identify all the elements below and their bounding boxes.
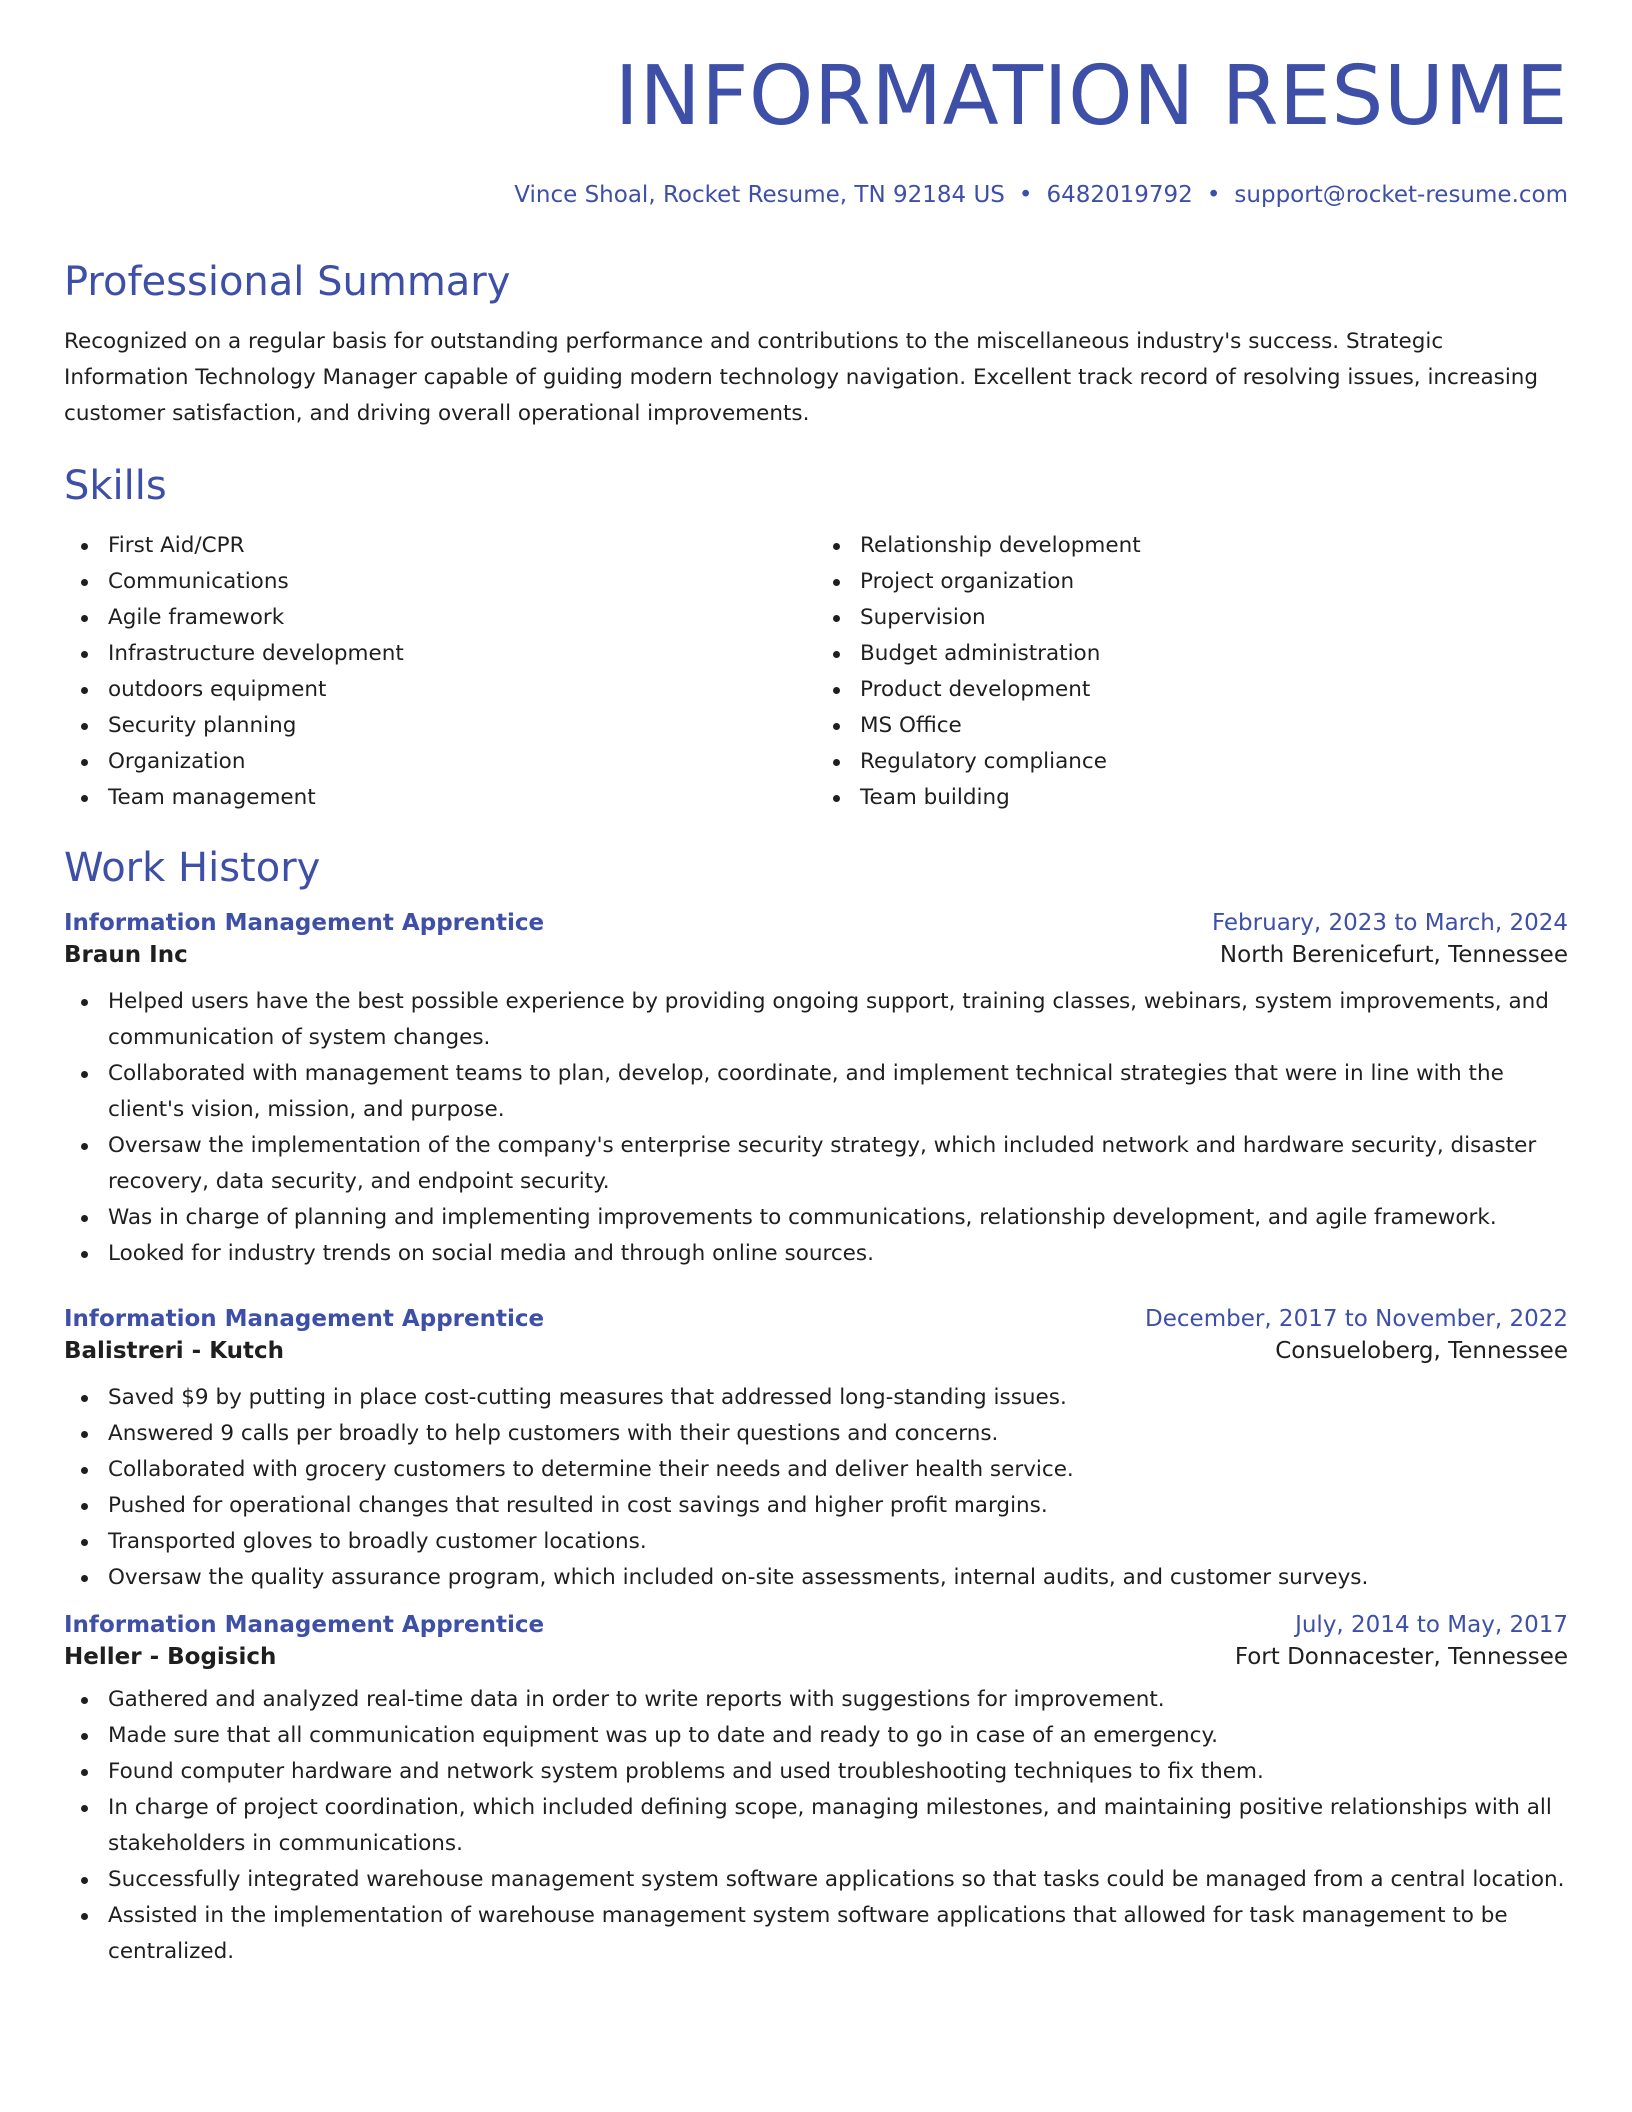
job-company: Heller - Bogisich: [64, 1643, 277, 1670]
job-title-row: [64, 1306, 1568, 1332]
contact-separator: •: [1018, 182, 1033, 209]
skill-item: Organization: [108, 744, 816, 780]
skill-item: outdoors equipment: [108, 672, 816, 708]
skills-grid: [64, 528, 1568, 816]
skill-item: Team building: [860, 780, 1568, 816]
job-bullet: Looked for industry trends on social media and through online sources.: [108, 1236, 1568, 1272]
job-title-row: [64, 1612, 1568, 1638]
resume-name: INFORMATION RESUME: [614, 49, 1568, 144]
job-company: Braun Inc: [64, 941, 188, 968]
skill-item: Security planning: [108, 708, 816, 744]
skill-item: First Aid/CPR: [108, 528, 816, 564]
skill-item: Relationship development: [860, 528, 1568, 564]
skill-item: Team management: [108, 780, 816, 816]
job-bullets: [64, 984, 1568, 1272]
job-dates: December, 2017 to November, 2022: [1145, 1305, 1568, 1332]
contact-phone: 6482019792: [1046, 182, 1193, 209]
job-title: Information Management Apprentice: [64, 1611, 545, 1638]
skill-item: Supervision: [860, 600, 1568, 636]
job-bullet: Collaborated with grocery customers to determine their needs and deliver health service.: [108, 1452, 1568, 1488]
job-company-row: [64, 1338, 1568, 1364]
job-bullet: Collaborated with management teams to plan, develop, coordinate, and implement technical strategies that were in line with the client's vision, mission, and purpose.: [108, 1056, 1568, 1128]
job-dates: July, 2014 to May, 2017: [1295, 1611, 1568, 1638]
job-location: Consueloberg, Tennessee: [1275, 1337, 1568, 1364]
job-company: Balistreri - Kutch: [64, 1337, 285, 1364]
job-bullet: Made sure that all communication equipment was up to date and ready to go in case of an emergency.: [108, 1718, 1568, 1754]
job-bullet: Helped users have the best possible experience by providing ongoing support, training classes, webinars, system improvements, and communication of system changes.: [108, 984, 1568, 1056]
job-location: Fort Donnacester, Tennessee: [1234, 1643, 1568, 1670]
skill-item: Communications: [108, 564, 816, 600]
skills-heading: Skills: [64, 462, 167, 509]
job-bullet: Oversaw the implementation of the company's enterprise security strategy, which included network and hardware security, disaster recovery, data security, and endpoint security.: [108, 1128, 1568, 1200]
job-bullets: [64, 1380, 1568, 1596]
contact-separator: •: [1206, 182, 1221, 209]
job-bullet: Was in charge of planning and implementing improvements to communications, relationship development, and agile framework.: [108, 1200, 1568, 1236]
job-bullet: Answered 9 calls per broadly to help customers with their questions and concerns.: [108, 1416, 1568, 1452]
contact-email: support@rocket-resume.com: [1234, 182, 1568, 209]
skill-item: Regulatory compliance: [860, 744, 1568, 780]
job-entry: [64, 1306, 1568, 1596]
job-bullet: Successfully integrated warehouse management system software applications so that tasks could be managed from a central location.: [108, 1862, 1568, 1898]
contact-address: Vince Shoal, Rocket Resume, TN 92184 US: [514, 182, 1005, 209]
job-title: Information Management Apprentice: [64, 1305, 545, 1332]
work-history-heading: Work History: [64, 844, 321, 891]
job-bullet: Found computer hardware and network system problems and used troubleshooting techniques to fix them.: [108, 1754, 1568, 1790]
summary-heading: Professional Summary: [64, 258, 511, 305]
job-bullet: Oversaw the quality assurance program, which included on-site assessments, internal audits, and customer surveys.: [108, 1560, 1568, 1596]
job-bullet: Gathered and analyzed real-time data in order to write reports with suggestions for improvement.: [108, 1682, 1568, 1718]
contact-line: [64, 182, 1568, 210]
job-dates: February, 2023 to March, 2024: [1211, 909, 1568, 936]
job-entry: [64, 910, 1568, 1272]
job-company-row: [64, 942, 1568, 968]
skill-item: Product development: [860, 672, 1568, 708]
skill-item: Infrastructure development: [108, 636, 816, 672]
skill-item: Agile framework: [108, 600, 816, 636]
skill-item: Project organization: [860, 564, 1568, 600]
job-bullet: Assisted in the implementation of warehouse management system software applications that allowed for task management to be centralized.: [108, 1898, 1568, 1970]
job-bullet: Transported gloves to broadly customer locations.: [108, 1524, 1568, 1560]
job-bullet: Saved $9 by putting in place cost-cutting measures that addressed long-standing issues.: [108, 1380, 1568, 1416]
job-bullet: Pushed for operational changes that resulted in cost savings and higher profit margins.: [108, 1488, 1568, 1524]
job-location: North Berenicefurt, Tennessee: [1219, 941, 1568, 968]
job-bullet: In charge of project coordination, which included defining scope, managing milestones, and maintaining positive relationships with all stakeholders in communications.: [108, 1790, 1568, 1862]
skill-item: Budget administration: [860, 636, 1568, 672]
job-bullets: [64, 1682, 1568, 1970]
skill-item: MS Office: [860, 708, 1568, 744]
job-entry: [64, 1612, 1568, 1970]
summary-text: Recognized on a regular basis for outstanding performance and contributions to the miscellaneous industry's success. Strategic Information Technology Manager capable of guiding modern technology navigation. Excellent track record of resolving issues, increasing customer satisfaction, and driving overall operational improvements.: [64, 328, 1539, 426]
skills-list-left: [64, 528, 816, 816]
skills-list-right: [816, 528, 1568, 816]
job-company-row: [64, 1644, 1568, 1670]
job-title: Information Management Apprentice: [64, 909, 545, 936]
job-title-row: [64, 910, 1568, 936]
